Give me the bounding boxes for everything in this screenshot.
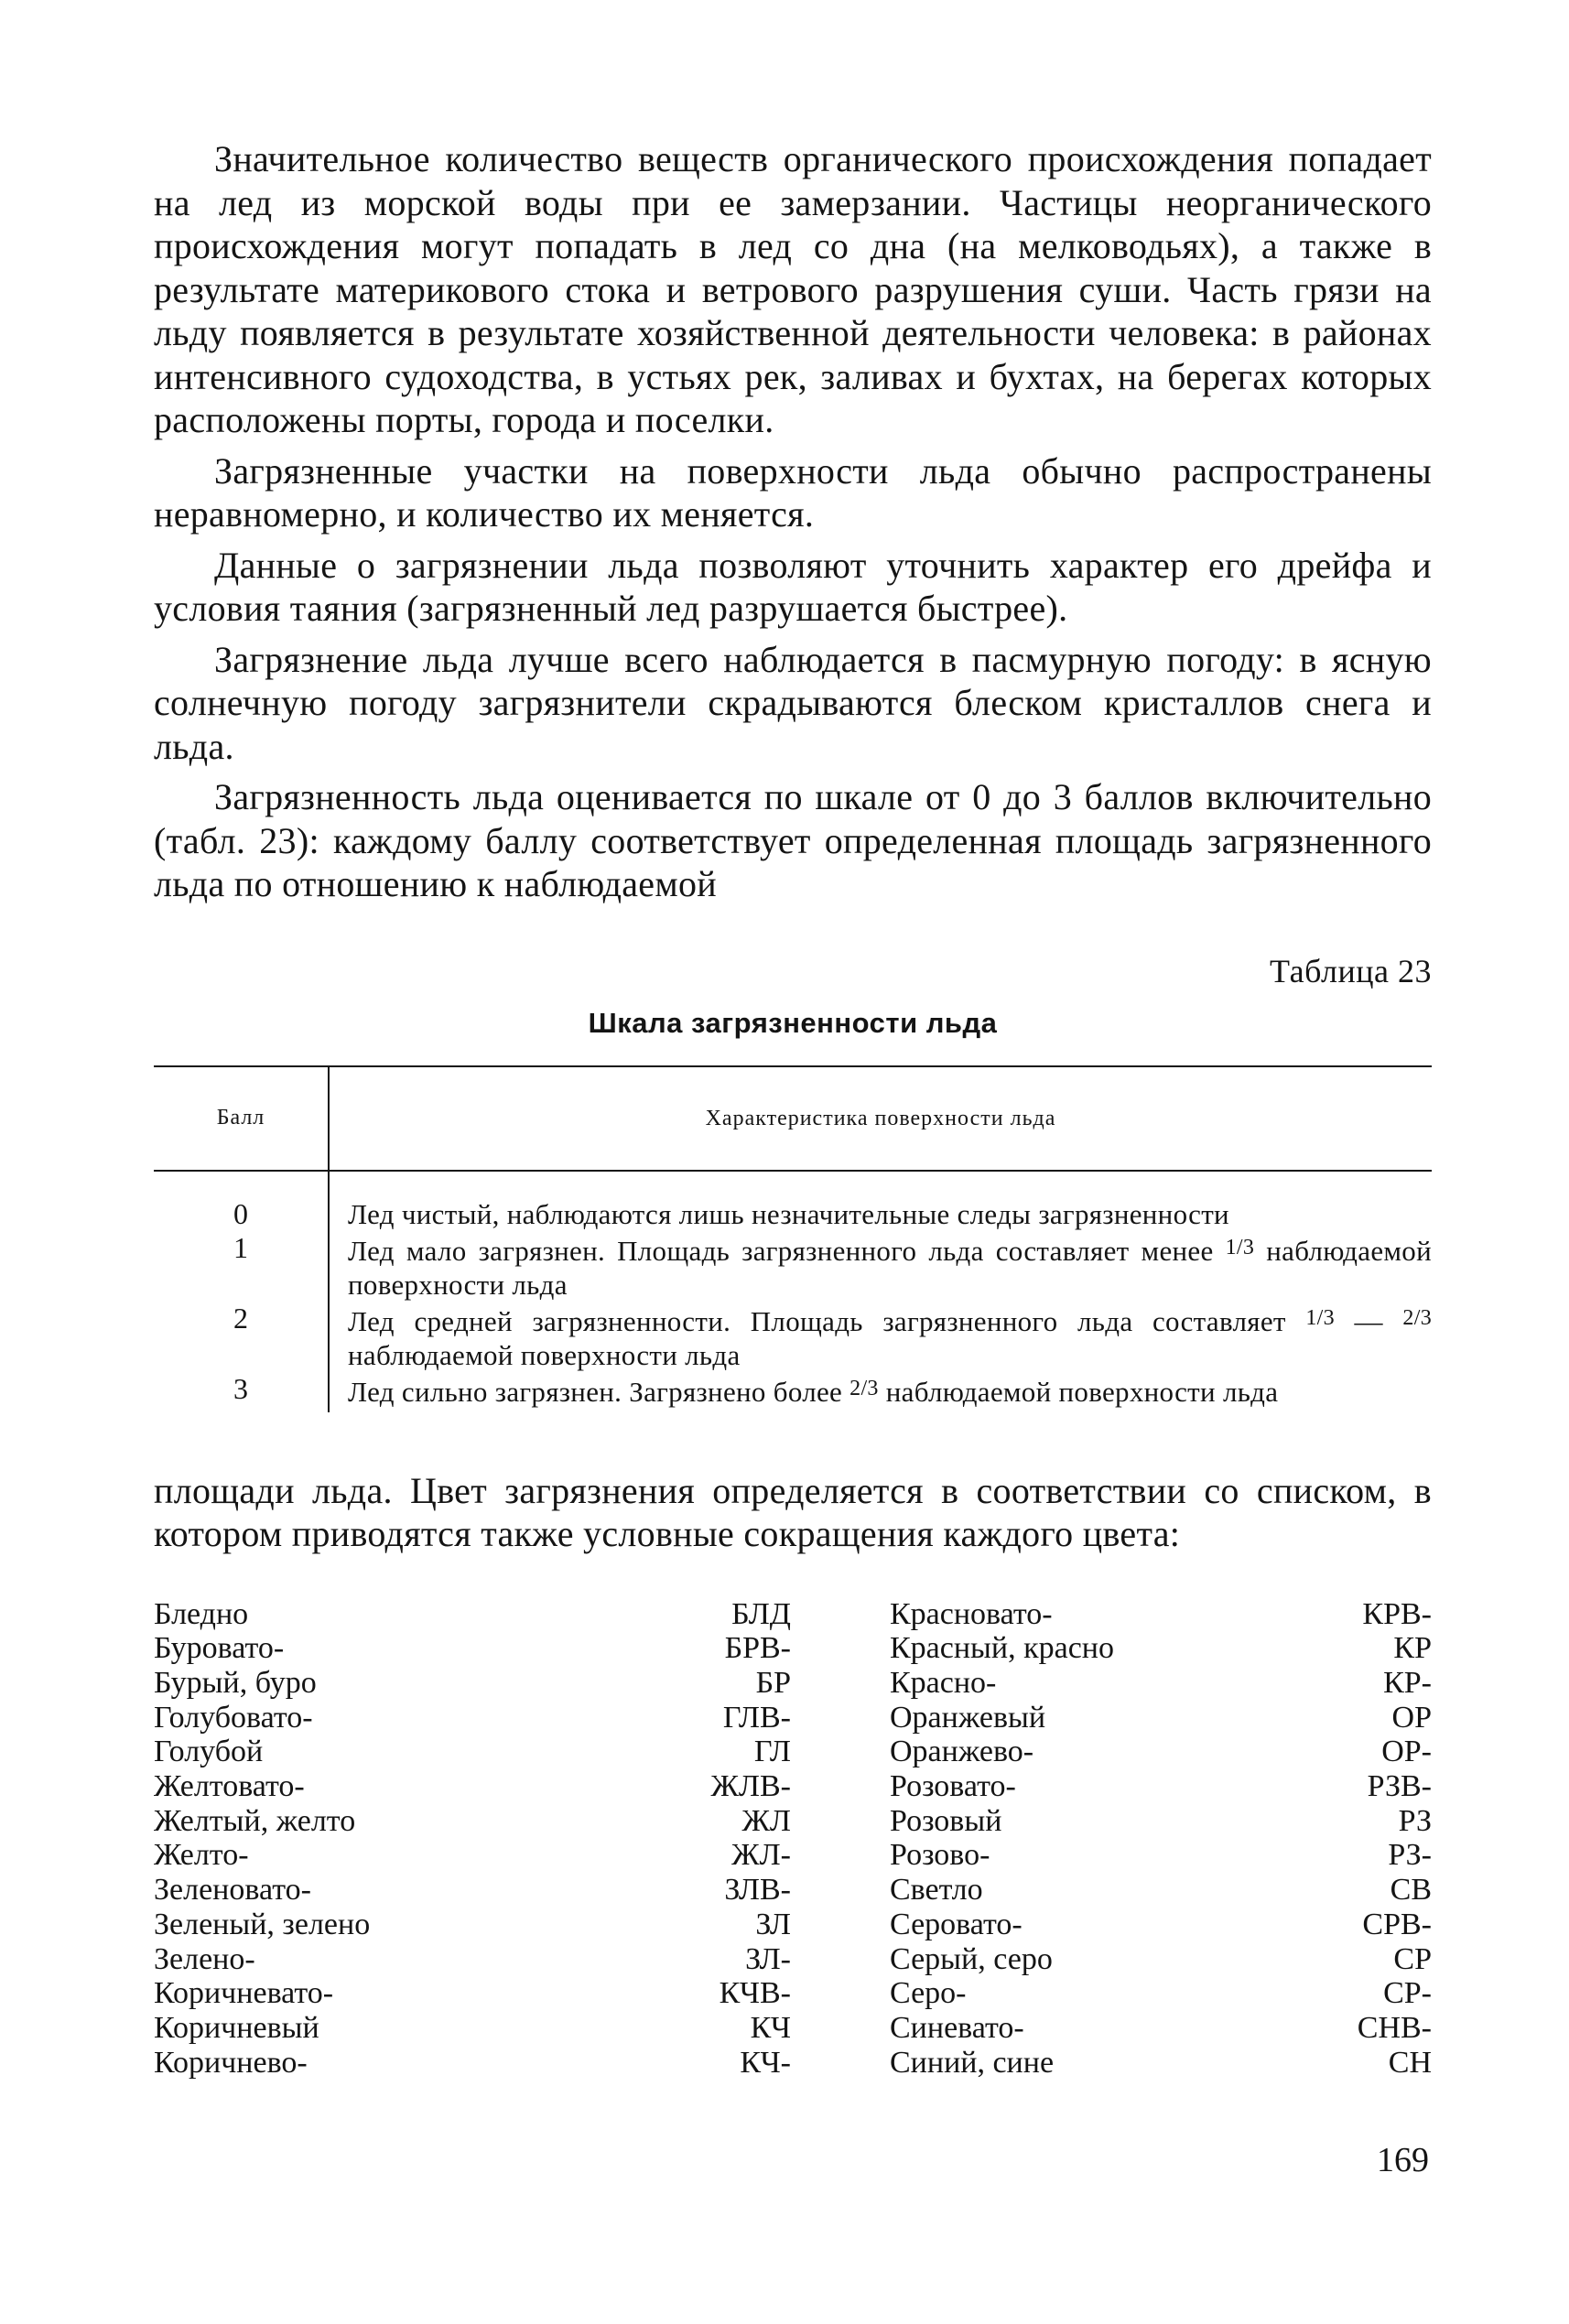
color-abbreviation: КЧ — [750, 2010, 791, 2045]
color-abbreviation: ЖЛ- — [731, 1838, 791, 1873]
fraction: 2/3 — [849, 1376, 879, 1400]
color-abbreviation: КР- — [1383, 1665, 1432, 1700]
color-name: Синий, сине — [890, 2045, 1055, 2080]
table-row — [154, 1372, 1432, 1409]
row-score: 0 — [233, 1196, 248, 1230]
color-abbreviation: ЗЛ — [755, 1907, 791, 1941]
color-name: Красный, красно — [890, 1631, 1114, 1666]
row-desc-text: Лед сильно загрязнен. Загрязнено более — [348, 1375, 850, 1408]
paragraph-1: Значительное количество веществ органического происхождения попадает на лед из морской воды при ее замерзании. Частицы неорганического происхождения могут попадать в лед со дна (на мелководьях), а также в результате материкового стока и ветрового разрушения суши. Часть грязи на льду появляется в результате хозяйственной деятельности человека: в районах интенсивного судоходства, в устьях рек, заливах и бухтах, на берегах которых расположены порты, города и поселки. — [154, 138, 1432, 440]
color-abbreviation: СНВ- — [1357, 2010, 1432, 2045]
color-name: Желтовато- — [154, 1769, 305, 1804]
color-abbreviation: ГЛ — [753, 1735, 791, 1769]
color-name: Серый, серо — [890, 1941, 1053, 1976]
fraction: 1/3 — [1225, 1235, 1255, 1259]
row-desc-text: наблюдаемой поверхности льда — [348, 1338, 741, 1371]
row-desc-text: Лед чистый, наблюдаются лишь незначительные следы загрязненности — [348, 1197, 1229, 1230]
row-description — [328, 1372, 1432, 1409]
color-name: Голубовато- — [154, 1700, 313, 1735]
color-name: Буровато- — [154, 1631, 285, 1666]
color-name: Розовато- — [890, 1769, 1016, 1804]
row-score: 2 — [233, 1301, 248, 1335]
color-name: Красно- — [890, 1665, 997, 1700]
color-abbreviation: КРВ- — [1362, 1596, 1432, 1631]
paragraph-4: Загрязнение льда лучше всего наблюдается в пасмурную погоду: в ясную солнечную погоду загрязнители скрадываются блеском кристаллов снега и льда. — [154, 638, 1432, 767]
color-abbreviation: РЗВ- — [1367, 1769, 1432, 1804]
color-abbrs-left — [666, 1597, 791, 2081]
color-abbreviation: БЛД — [731, 1596, 791, 1631]
row-score: 1 — [233, 1230, 248, 1264]
dash: — — [1334, 1304, 1403, 1337]
color-names-left — [154, 1597, 666, 2081]
color-name: Бледно — [154, 1596, 249, 1631]
row-description — [328, 1197, 1432, 1231]
color-name: Красновато- — [890, 1596, 1053, 1631]
color-abbreviation: КР — [1393, 1631, 1432, 1666]
row-desc-text: Лед средней загрязненности. Площадь загрязненного льда составляет — [348, 1304, 1306, 1337]
fraction: 2/3 — [1402, 1305, 1432, 1330]
row-desc-text: наблюдаемой поверхности льда — [348, 1234, 1432, 1301]
color-abbreviation: РЗ — [1398, 1803, 1432, 1838]
color-abbrs-right — [1347, 1597, 1432, 2081]
color-name: Светло — [890, 1873, 983, 1908]
row-description — [328, 1231, 1432, 1302]
color-abbreviation: СР — [1393, 1941, 1432, 1976]
table-title: Шкала загрязненности льда — [588, 1006, 998, 1039]
color-abbreviation: СВ — [1390, 1873, 1432, 1908]
color-abbreviation: ЖЛ — [741, 1803, 791, 1838]
color-name: Зеленый, зелено — [154, 1907, 371, 1941]
color-abbreviation: СР- — [1383, 1976, 1432, 2011]
color-name: Розово- — [890, 1838, 990, 1873]
color-abbreviation: КЧВ- — [719, 1976, 791, 2011]
color-name: Коричневато- — [154, 1976, 334, 2011]
row-description — [328, 1302, 1432, 1372]
color-name: Желтый, желто — [154, 1803, 356, 1838]
color-name: Коричнево- — [154, 2045, 308, 2080]
table-label: Таблица 23 — [1270, 952, 1432, 989]
page-content — [154, 137, 1432, 2080]
paragraph-2: Загрязненные участки на поверхности льда обычно распространены неравномерно, и количество их меняется. — [154, 449, 1432, 535]
color-abbreviation: СРВ- — [1362, 1907, 1432, 1941]
color-abbreviation: ЗЛ- — [745, 1941, 791, 1976]
row-score: 3 — [233, 1371, 248, 1405]
color-abbreviation: КЧ- — [740, 2045, 791, 2080]
table-row — [154, 1302, 1432, 1372]
table-header — [154, 1067, 1432, 1170]
color-name: Синевато- — [890, 2010, 1024, 2045]
paragraph-6: площади льда. Цвет загрязнения определяется в соответствии со списком, в котором приводятся также условные сокращения каждого цвета: — [154, 1469, 1432, 1554]
color-name: Коричневый — [154, 2010, 319, 2045]
color-name: Бурый, буро — [154, 1665, 317, 1700]
color-name: Серовато- — [890, 1907, 1023, 1941]
color-name: Оранжевый — [890, 1700, 1046, 1735]
color-abbreviation: РЗ- — [1388, 1838, 1432, 1873]
color-abbreviation: БРВ- — [724, 1631, 791, 1666]
color-abbreviation: ЗЛВ- — [724, 1873, 791, 1908]
color-name: Оранжево- — [890, 1735, 1034, 1769]
contamination-scale-table — [154, 1065, 1432, 1412]
color-abbreviation: ЖЛВ- — [710, 1769, 791, 1804]
table-row — [154, 1197, 1432, 1231]
color-name: Розовый — [890, 1803, 1002, 1838]
row-desc-text: наблюдаемой поверхности льда — [878, 1375, 1279, 1408]
fraction: 1/3 — [1305, 1305, 1335, 1330]
after-table-text — [154, 1469, 1432, 1556]
color-abbreviation: ГЛВ- — [722, 1700, 791, 1735]
page-number: 169 — [1377, 2141, 1429, 2179]
color-abbreviation: ОР- — [1381, 1735, 1432, 1769]
paragraph-5: Загрязненность льда оценивается по шкале от 0 до 3 баллов включительно (табл. 23): каждому баллу соответствует определенная площадь загрязненного льда по отношению к наблюдаемой — [154, 776, 1432, 904]
color-names-right — [890, 1597, 1347, 2081]
color-name: Серо- — [890, 1976, 967, 2011]
color-abbreviation: ОР — [1391, 1700, 1432, 1735]
color-name: Голубой — [154, 1735, 264, 1769]
color-name: Зеленовато- — [154, 1873, 311, 1908]
table-row — [154, 1231, 1432, 1302]
color-name: Желто- — [154, 1838, 249, 1873]
color-abbreviation: СН — [1388, 2045, 1432, 2080]
table-body — [154, 1172, 1432, 1412]
row-desc-text: Лед мало загрязнен. Площадь загрязненного льда составляет менее — [348, 1234, 1226, 1267]
color-abbreviation-list — [154, 1597, 1432, 2081]
color-name: Зелено- — [154, 1941, 255, 1976]
paragraph-3: Данные о загрязнении льда позволяют уточнить характер его дрейфа и условия таяния (загрязненный лед разрушается быстрее). — [154, 544, 1432, 629]
header-score: Балл — [216, 1106, 265, 1130]
color-abbreviation: БР — [755, 1665, 791, 1700]
header-description: Характеристика поверхности льда — [328, 1067, 1432, 1170]
